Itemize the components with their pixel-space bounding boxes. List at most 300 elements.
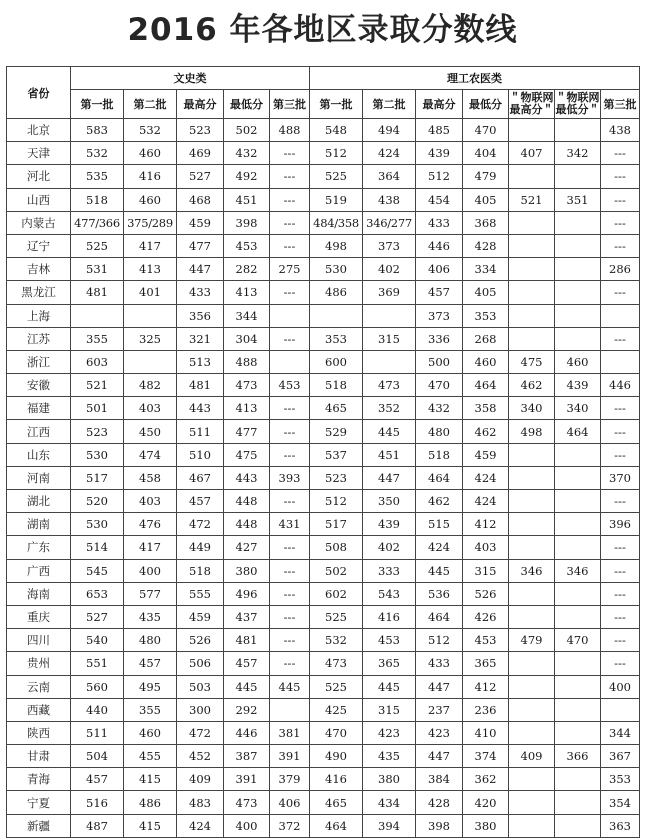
header-province: 省份	[7, 67, 71, 119]
province-cell: 西藏	[7, 698, 71, 721]
score-cell: 481	[224, 629, 270, 652]
score-cell: 282	[224, 258, 270, 281]
score-cell: 353	[310, 327, 363, 350]
score-cell: 532	[71, 142, 124, 165]
score-cell	[509, 791, 555, 814]
header-col: 最高分	[416, 90, 463, 119]
score-cell: 350	[363, 490, 416, 513]
score-cell: 551	[71, 652, 124, 675]
score-cell: 403	[463, 536, 509, 559]
table-row	[7, 721, 640, 744]
province-cell: 广东	[7, 536, 71, 559]
score-cell	[555, 721, 601, 744]
score-cell: 481	[71, 281, 124, 304]
score-cell: 467	[177, 466, 224, 489]
score-cell: 482	[124, 374, 177, 397]
score-cell: ---	[601, 165, 640, 188]
score-cell: 449	[177, 536, 224, 559]
score-cell: 602	[310, 582, 363, 605]
score-cell: 512	[416, 165, 463, 188]
province-cell: 海南	[7, 582, 71, 605]
table-row	[7, 768, 640, 791]
score-cell	[555, 768, 601, 791]
score-cell: 391	[224, 768, 270, 791]
score-cell: 464	[310, 814, 363, 837]
table-row	[7, 559, 640, 582]
score-cell	[509, 281, 555, 304]
score-cell	[509, 234, 555, 257]
score-cell: 401	[124, 281, 177, 304]
score-cell: 363	[601, 814, 640, 837]
score-cell: 356	[177, 304, 224, 327]
score-cell: 462	[463, 420, 509, 443]
score-cell: 515	[416, 513, 463, 536]
score-cell	[601, 304, 640, 327]
score-cell: 486	[310, 281, 363, 304]
table-row	[7, 814, 640, 837]
table-row	[7, 165, 640, 188]
score-cell: 416	[310, 768, 363, 791]
score-cell: 380	[224, 559, 270, 582]
score-cell: 465	[310, 791, 363, 814]
score-cell: 445	[224, 675, 270, 698]
score-cell: 481	[177, 374, 224, 397]
score-cell: 518	[416, 443, 463, 466]
score-cell: 548	[310, 119, 363, 142]
score-cell: 404	[463, 142, 509, 165]
score-cell	[270, 304, 310, 327]
province-cell: 天津	[7, 142, 71, 165]
score-cell: ---	[601, 397, 640, 420]
score-cell: ---	[601, 559, 640, 582]
score-cell: 448	[224, 490, 270, 513]
table-row	[7, 605, 640, 628]
score-cell: 473	[224, 791, 270, 814]
score-cell: 351	[555, 188, 601, 211]
score-cell: 369	[363, 281, 416, 304]
score-cell: 511	[177, 420, 224, 443]
table-row	[7, 188, 640, 211]
table-row	[7, 327, 640, 350]
score-cell	[509, 768, 555, 791]
score-cell	[124, 350, 177, 373]
score-cell: 409	[177, 768, 224, 791]
score-table	[6, 66, 640, 838]
header-col: 最高分	[177, 90, 224, 119]
score-cell	[509, 327, 555, 350]
score-cell	[509, 582, 555, 605]
score-cell: 529	[310, 420, 363, 443]
score-cell: 474	[124, 443, 177, 466]
score-cell: 527	[71, 605, 124, 628]
score-cell: 487	[71, 814, 124, 837]
province-cell: 四川	[7, 629, 71, 652]
score-cell: ---	[270, 397, 310, 420]
score-cell: 300	[177, 698, 224, 721]
score-cell: 362	[463, 768, 509, 791]
page-title: 2016 年各地区录取分数线	[127, 12, 518, 48]
score-cell	[555, 536, 601, 559]
score-cell: 517	[71, 466, 124, 489]
score-cell	[71, 304, 124, 327]
score-cell: 384	[416, 768, 463, 791]
score-cell: 473	[224, 374, 270, 397]
score-cell: 275	[270, 258, 310, 281]
score-cell: 439	[555, 374, 601, 397]
score-cell: 460	[463, 350, 509, 373]
score-cell: 374	[463, 745, 509, 768]
score-cell: 518	[71, 188, 124, 211]
score-cell: 391	[270, 745, 310, 768]
score-cell: 400	[124, 559, 177, 582]
score-cell	[555, 675, 601, 698]
score-cell	[555, 304, 601, 327]
score-cell: 431	[270, 513, 310, 536]
score-cell: 470	[310, 721, 363, 744]
score-cell: 530	[71, 443, 124, 466]
score-cell: 492	[224, 165, 270, 188]
score-cell: 340	[509, 397, 555, 420]
score-cell: ---	[270, 281, 310, 304]
score-cell: ---	[601, 652, 640, 675]
score-cell: 446	[224, 721, 270, 744]
score-cell: 479	[509, 629, 555, 652]
table-row	[7, 466, 640, 489]
table-row	[7, 258, 640, 281]
score-cell: ---	[601, 142, 640, 165]
score-cell: 413	[224, 281, 270, 304]
score-cell: ---	[601, 582, 640, 605]
score-cell: 480	[416, 420, 463, 443]
header-col: 第三批	[270, 90, 310, 119]
score-cell	[555, 281, 601, 304]
score-cell: 366	[555, 745, 601, 768]
score-cell: 518	[177, 559, 224, 582]
score-cell	[555, 258, 601, 281]
score-cell: 502	[310, 559, 363, 582]
score-cell: 514	[71, 536, 124, 559]
score-cell: ---	[601, 327, 640, 350]
score-cell: 486	[124, 791, 177, 814]
score-cell	[509, 119, 555, 142]
score-cell: 495	[124, 675, 177, 698]
score-cell: 506	[177, 652, 224, 675]
score-cell: 424	[463, 466, 509, 489]
province-cell: 福建	[7, 397, 71, 420]
header-group-wenshi: 文史类	[71, 67, 310, 90]
score-cell: 473	[310, 652, 363, 675]
score-cell: 469	[177, 142, 224, 165]
score-cell: 577	[124, 582, 177, 605]
score-cell: 439	[416, 142, 463, 165]
score-cell: ---	[601, 211, 640, 234]
score-cell: 433	[416, 211, 463, 234]
score-cell: 427	[224, 536, 270, 559]
province-cell: 陕西	[7, 721, 71, 744]
score-cell	[270, 698, 310, 721]
score-cell: 315	[363, 327, 416, 350]
score-cell: 346	[509, 559, 555, 582]
score-cell	[509, 466, 555, 489]
score-cell: 457	[177, 490, 224, 513]
score-cell: 355	[124, 698, 177, 721]
score-cell: 457	[416, 281, 463, 304]
province-cell: 河南	[7, 466, 71, 489]
score-cell: 473	[363, 374, 416, 397]
score-cell: 513	[177, 350, 224, 373]
score-cell: 560	[71, 675, 124, 698]
score-cell: 424	[363, 142, 416, 165]
score-cell: ---	[601, 605, 640, 628]
score-cell: 398	[224, 211, 270, 234]
score-cell: 406	[416, 258, 463, 281]
score-cell: 454	[416, 188, 463, 211]
score-cell	[509, 165, 555, 188]
score-cell: 426	[463, 605, 509, 628]
score-cell: 381	[270, 721, 310, 744]
score-cell: 373	[416, 304, 463, 327]
score-cell: 453	[463, 629, 509, 652]
score-cell: 472	[177, 721, 224, 744]
score-cell	[555, 119, 601, 142]
header-col: 第一批	[310, 90, 363, 119]
header-column-row	[7, 90, 640, 119]
score-cell: 504	[71, 745, 124, 768]
score-cell: 344	[224, 304, 270, 327]
score-cell	[509, 490, 555, 513]
score-cell	[555, 234, 601, 257]
score-cell: ---	[270, 559, 310, 582]
score-cell: 416	[363, 605, 416, 628]
score-cell: 520	[71, 490, 124, 513]
score-cell: 464	[416, 605, 463, 628]
score-cell: 365	[463, 652, 509, 675]
score-cell: 379	[270, 768, 310, 791]
header-col-iot-max: ＂物联网 最高分＂	[509, 90, 555, 119]
score-cell	[555, 211, 601, 234]
score-cell: 304	[224, 327, 270, 350]
province-cell: 宁夏	[7, 791, 71, 814]
score-cell: 455	[124, 745, 177, 768]
score-cell: 380	[363, 768, 416, 791]
score-cell	[601, 698, 640, 721]
province-cell: 吉林	[7, 258, 71, 281]
table-row	[7, 490, 640, 513]
score-cell: 358	[463, 397, 509, 420]
score-cell: 488	[270, 119, 310, 142]
province-cell: 河北	[7, 165, 71, 188]
score-cell: 472	[177, 513, 224, 536]
header-col: 第一批	[71, 90, 124, 119]
score-cell: 447	[416, 745, 463, 768]
province-cell: 黑龙江	[7, 281, 71, 304]
score-cell	[555, 490, 601, 513]
score-cell: 460	[124, 721, 177, 744]
score-cell: 530	[71, 513, 124, 536]
table-row	[7, 652, 640, 675]
score-cell: 333	[363, 559, 416, 582]
score-cell: 465	[310, 397, 363, 420]
header-col-iot-min: ＂物联网 最低分＂	[555, 90, 601, 119]
score-cell: 450	[124, 420, 177, 443]
score-cell: 532	[310, 629, 363, 652]
score-cell: 438	[601, 119, 640, 142]
score-cell: 521	[509, 188, 555, 211]
province-cell: 北京	[7, 119, 71, 142]
table-row	[7, 698, 640, 721]
score-cell: 286	[601, 258, 640, 281]
score-cell: 483	[177, 791, 224, 814]
score-cell: 380	[463, 814, 509, 837]
score-cell: 446	[416, 234, 463, 257]
score-cell	[509, 536, 555, 559]
score-cell: 488	[224, 350, 270, 373]
score-cell: 508	[310, 536, 363, 559]
score-cell	[509, 258, 555, 281]
score-cell: ---	[601, 629, 640, 652]
score-cell: 452	[177, 745, 224, 768]
table-row	[7, 234, 640, 257]
score-cell: 543	[363, 582, 416, 605]
score-cell: 368	[463, 211, 509, 234]
score-cell: 521	[71, 374, 124, 397]
score-cell: 531	[71, 258, 124, 281]
table-row	[7, 420, 640, 443]
province-cell: 广西	[7, 559, 71, 582]
score-cell: 237	[416, 698, 463, 721]
score-cell	[555, 791, 601, 814]
score-cell: 409	[509, 745, 555, 768]
score-cell: 372	[270, 814, 310, 837]
score-cell: 435	[124, 605, 177, 628]
header-group-ligong: 理工农医类	[310, 67, 640, 90]
score-cell: 446	[601, 374, 640, 397]
score-cell: 498	[310, 234, 363, 257]
score-cell: 462	[416, 490, 463, 513]
score-cell: 315	[363, 698, 416, 721]
score-cell: 510	[177, 443, 224, 466]
score-cell: 364	[363, 165, 416, 188]
score-cell: 525	[310, 675, 363, 698]
score-cell: 398	[416, 814, 463, 837]
score-cell: 424	[177, 814, 224, 837]
score-cell: 600	[310, 350, 363, 373]
score-cell	[310, 304, 363, 327]
table-row	[7, 374, 640, 397]
score-cell: 367	[601, 745, 640, 768]
score-cell	[555, 698, 601, 721]
score-cell: 518	[310, 374, 363, 397]
score-cell	[509, 443, 555, 466]
province-cell: 青海	[7, 768, 71, 791]
score-cell: 503	[177, 675, 224, 698]
score-cell: 393	[270, 466, 310, 489]
score-cell: 451	[224, 188, 270, 211]
score-cell: 462	[509, 374, 555, 397]
score-cell: ---	[601, 234, 640, 257]
score-cell: 523	[310, 466, 363, 489]
score-cell: 532	[124, 119, 177, 142]
score-cell: 403	[124, 490, 177, 513]
score-cell: 512	[310, 142, 363, 165]
table-row	[7, 443, 640, 466]
score-cell: 412	[463, 675, 509, 698]
score-cell: 526	[463, 582, 509, 605]
table-row	[7, 675, 640, 698]
score-cell: 413	[124, 258, 177, 281]
score-cell: ---	[601, 536, 640, 559]
score-cell	[509, 814, 555, 837]
score-cell: 458	[124, 466, 177, 489]
header-col: 最低分	[224, 90, 270, 119]
score-cell: 500	[416, 350, 463, 373]
score-cell	[124, 304, 177, 327]
score-cell: 464	[555, 420, 601, 443]
score-cell: 464	[416, 466, 463, 489]
table-row	[7, 513, 640, 536]
score-cell: 292	[224, 698, 270, 721]
score-cell: 413	[224, 397, 270, 420]
province-cell: 内蒙古	[7, 211, 71, 234]
province-cell: 江西	[7, 420, 71, 443]
table-row	[7, 350, 640, 373]
score-cell: 336	[416, 327, 463, 350]
score-cell: 477/366	[71, 211, 124, 234]
province-cell: 浙江	[7, 350, 71, 373]
score-cell: 443	[177, 397, 224, 420]
score-cell: 477	[224, 420, 270, 443]
score-cell: 502	[224, 119, 270, 142]
score-cell	[509, 605, 555, 628]
score-cell: 527	[177, 165, 224, 188]
score-cell: 432	[416, 397, 463, 420]
score-cell: ---	[601, 281, 640, 304]
score-cell: 496	[224, 582, 270, 605]
score-cell: 536	[416, 582, 463, 605]
score-cell	[601, 350, 640, 373]
score-cell: 445	[416, 559, 463, 582]
score-cell: 484/358	[310, 211, 363, 234]
score-cell: 519	[310, 188, 363, 211]
score-cell: 445	[363, 420, 416, 443]
score-cell: 375/289	[124, 211, 177, 234]
score-cell	[270, 350, 310, 373]
score-cell: 396	[601, 513, 640, 536]
score-cell: 405	[463, 188, 509, 211]
score-cell: 516	[71, 791, 124, 814]
score-cell: 406	[270, 791, 310, 814]
province-cell: 贵州	[7, 652, 71, 675]
score-cell: 365	[363, 652, 416, 675]
score-cell: 583	[71, 119, 124, 142]
score-cell: 490	[310, 745, 363, 768]
table-row	[7, 304, 640, 327]
score-cell: 457	[124, 652, 177, 675]
score-cell	[555, 466, 601, 489]
score-cell: 387	[224, 745, 270, 768]
score-cell: ---	[270, 165, 310, 188]
score-cell: 334	[463, 258, 509, 281]
score-cell: 236	[463, 698, 509, 721]
score-cell: 373	[363, 234, 416, 257]
province-cell: 江苏	[7, 327, 71, 350]
score-cell: 423	[363, 721, 416, 744]
table-row	[7, 536, 640, 559]
score-cell: 525	[310, 605, 363, 628]
score-cell: 447	[363, 466, 416, 489]
score-cell: 405	[463, 281, 509, 304]
score-cell: ---	[601, 490, 640, 513]
